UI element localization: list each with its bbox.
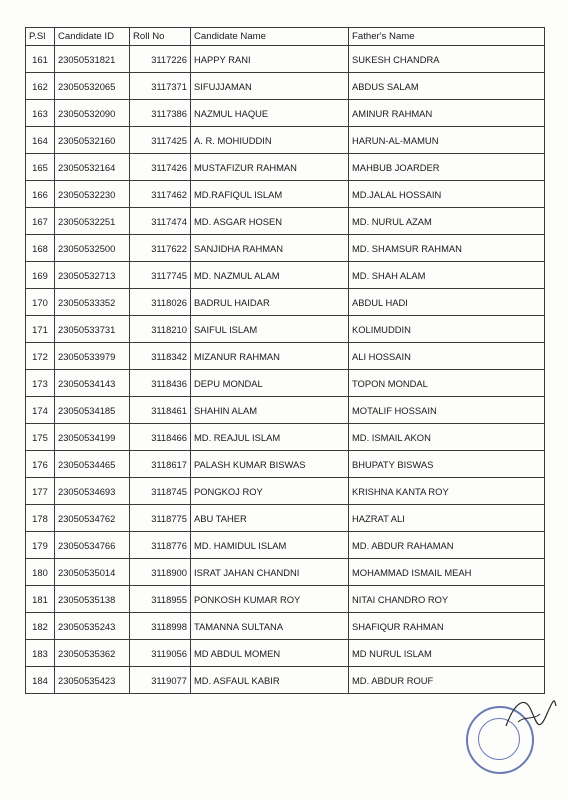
cell-psl: 164 — [26, 127, 55, 154]
cell-candidate-name: SAIFUL ISLAM — [191, 316, 349, 343]
cell-psl: 172 — [26, 343, 55, 370]
table-row — [26, 181, 545, 208]
cell-candidate-id: 23050532160 — [55, 127, 130, 154]
table-row — [26, 46, 545, 73]
cell-psl: 163 — [26, 100, 55, 127]
table-body — [26, 46, 545, 694]
cell-father-name: NITAI CHANDRO ROY — [349, 586, 545, 613]
table-row — [26, 289, 545, 316]
cell-candidate-name: PONKOSH KUMAR ROY — [191, 586, 349, 613]
cell-candidate-name: ISRAT JAHAN CHANDNI — [191, 559, 349, 586]
cell-father-name: MAHBUB JOARDER — [349, 154, 545, 181]
table-row — [26, 154, 545, 181]
cell-candidate-name: A. R. MOHIUDDIN — [191, 127, 349, 154]
cell-father-name: AMINUR RAHMAN — [349, 100, 545, 127]
cell-candidate-id: 23050532090 — [55, 100, 130, 127]
cell-psl: 170 — [26, 289, 55, 316]
table-row — [26, 208, 545, 235]
cell-father-name: ABDUS SALAM — [349, 73, 545, 100]
table-row — [26, 370, 545, 397]
cell-candidate-name: BADRUL HAIDAR — [191, 289, 349, 316]
cell-father-name: ABDUL HADI — [349, 289, 545, 316]
cell-father-name: MD. SHAH ALAM — [349, 262, 545, 289]
table-row — [26, 73, 545, 100]
cell-candidate-id: 23050532713 — [55, 262, 130, 289]
cell-psl: 183 — [26, 640, 55, 667]
cell-candidate-id: 23050532251 — [55, 208, 130, 235]
cell-roll-no: 3117622 — [130, 235, 191, 262]
cell-father-name: MD. ABDUR ROUF — [349, 667, 545, 694]
cell-candidate-id: 23050535138 — [55, 586, 130, 613]
header-candidate-name: Candidate Name — [191, 28, 349, 46]
cell-father-name: MD. SHAMSUR RAHMAN — [349, 235, 545, 262]
cell-candidate-id: 23050534766 — [55, 532, 130, 559]
cell-roll-no: 3117745 — [130, 262, 191, 289]
table-row — [26, 505, 545, 532]
cell-candidate-id: 23050531821 — [55, 46, 130, 73]
cell-roll-no: 3118998 — [130, 613, 191, 640]
cell-father-name: HAZRAT ALI — [349, 505, 545, 532]
cell-psl: 161 — [26, 46, 55, 73]
cell-psl: 177 — [26, 478, 55, 505]
table-row — [26, 451, 545, 478]
cell-roll-no: 3118342 — [130, 343, 191, 370]
cell-roll-no: 3118436 — [130, 370, 191, 397]
cell-candidate-name: MD. ASGAR HOSEN — [191, 208, 349, 235]
cell-candidate-id: 23050535362 — [55, 640, 130, 667]
cell-candidate-name: SHAHIN ALAM — [191, 397, 349, 424]
cell-roll-no: 3117226 — [130, 46, 191, 73]
table-row — [26, 316, 545, 343]
table-row — [26, 343, 545, 370]
cell-roll-no: 3118745 — [130, 478, 191, 505]
cell-father-name: SHAFIQUR RAHMAN — [349, 613, 545, 640]
cell-father-name: MD. NURUL AZAM — [349, 208, 545, 235]
cell-psl: 168 — [26, 235, 55, 262]
cell-psl: 171 — [26, 316, 55, 343]
cell-candidate-name: TAMANNA SULTANA — [191, 613, 349, 640]
cell-roll-no: 3118955 — [130, 586, 191, 613]
cell-candidate-name: MD. NAZMUL ALAM — [191, 262, 349, 289]
cell-psl: 167 — [26, 208, 55, 235]
cell-father-name: KOLIMUDDIN — [349, 316, 545, 343]
cell-roll-no: 3117425 — [130, 127, 191, 154]
cell-psl: 169 — [26, 262, 55, 289]
cell-psl: 174 — [26, 397, 55, 424]
cell-father-name: KRISHNA KANTA ROY — [349, 478, 545, 505]
cell-roll-no: 3117462 — [130, 181, 191, 208]
cell-candidate-id: 23050533979 — [55, 343, 130, 370]
cell-psl: 166 — [26, 181, 55, 208]
cell-father-name: SUKESH CHANDRA — [349, 46, 545, 73]
cell-father-name: MD. ABDUR RAHAMAN — [349, 532, 545, 559]
cell-candidate-name: MD. HAMIDUL ISLAM — [191, 532, 349, 559]
cell-candidate-name: MD. REAJUL ISLAM — [191, 424, 349, 451]
cell-roll-no: 3119077 — [130, 667, 191, 694]
table-row — [26, 397, 545, 424]
cell-candidate-id: 23050532065 — [55, 73, 130, 100]
cell-roll-no: 3118210 — [130, 316, 191, 343]
cell-candidate-id: 23050533731 — [55, 316, 130, 343]
cell-roll-no: 3118026 — [130, 289, 191, 316]
cell-candidate-name: ABU TAHER — [191, 505, 349, 532]
header-roll-no: Roll No — [130, 28, 191, 46]
cell-father-name: TOPON MONDAL — [349, 370, 545, 397]
cell-roll-no: 3119056 — [130, 640, 191, 667]
header-psl: P.Sl — [26, 28, 55, 46]
table-row — [26, 262, 545, 289]
cell-father-name: MD. ISMAIL AKON — [349, 424, 545, 451]
candidate-table — [25, 27, 545, 694]
cell-father-name: MD NURUL ISLAM — [349, 640, 545, 667]
table-row — [26, 586, 545, 613]
cell-father-name: BHUPATY BISWAS — [349, 451, 545, 478]
cell-psl: 175 — [26, 424, 55, 451]
header-candidate-id: Candidate ID — [55, 28, 130, 46]
cell-candidate-id: 23050535423 — [55, 667, 130, 694]
cell-candidate-id: 23050534762 — [55, 505, 130, 532]
cell-candidate-name: MD ABDUL MOMEN — [191, 640, 349, 667]
cell-psl: 182 — [26, 613, 55, 640]
cell-candidate-id: 23050535243 — [55, 613, 130, 640]
cell-candidate-name: MD.RAFIQUL ISLAM — [191, 181, 349, 208]
cell-candidate-name: DEPU MONDAL — [191, 370, 349, 397]
table-row — [26, 127, 545, 154]
table-row — [26, 100, 545, 127]
cell-psl: 178 — [26, 505, 55, 532]
table-header — [26, 28, 545, 46]
table-row — [26, 667, 545, 694]
cell-candidate-name: MUSTAFIZUR RAHMAN — [191, 154, 349, 181]
cell-father-name: MD.JALAL HOSSAIN — [349, 181, 545, 208]
cell-psl: 180 — [26, 559, 55, 586]
cell-roll-no: 3117474 — [130, 208, 191, 235]
cell-candidate-id: 23050533352 — [55, 289, 130, 316]
cell-roll-no: 3118466 — [130, 424, 191, 451]
cell-psl: 173 — [26, 370, 55, 397]
cell-psl: 162 — [26, 73, 55, 100]
cell-candidate-id: 23050535014 — [55, 559, 130, 586]
cell-roll-no: 3118461 — [130, 397, 191, 424]
cell-father-name: MOTALIF HOSSAIN — [349, 397, 545, 424]
table-row — [26, 613, 545, 640]
cell-candidate-id: 23050534693 — [55, 478, 130, 505]
signature-icon — [500, 686, 560, 746]
cell-candidate-id: 23050532230 — [55, 181, 130, 208]
cell-candidate-id: 23050534465 — [55, 451, 130, 478]
table-row — [26, 424, 545, 451]
table-row — [26, 640, 545, 667]
cell-psl: 181 — [26, 586, 55, 613]
table-row — [26, 235, 545, 262]
cell-candidate-name: NAZMUL HAQUE — [191, 100, 349, 127]
cell-psl: 165 — [26, 154, 55, 181]
cell-candidate-name: PONGKOJ ROY — [191, 478, 349, 505]
cell-psl: 184 — [26, 667, 55, 694]
table-row — [26, 559, 545, 586]
cell-father-name: HARUN-AL-MAMUN — [349, 127, 545, 154]
cell-candidate-id: 23050534185 — [55, 397, 130, 424]
cell-candidate-name: PALASH KUMAR BISWAS — [191, 451, 349, 478]
table-row — [26, 532, 545, 559]
cell-psl: 179 — [26, 532, 55, 559]
table-row — [26, 478, 545, 505]
cell-roll-no: 3118617 — [130, 451, 191, 478]
cell-roll-no: 3117371 — [130, 73, 191, 100]
cell-candidate-id: 23050532500 — [55, 235, 130, 262]
cell-candidate-name: MD. ASFAUL KABIR — [191, 667, 349, 694]
cell-roll-no: 3118775 — [130, 505, 191, 532]
cell-candidate-name: MIZANUR RAHMAN — [191, 343, 349, 370]
cell-candidate-name: HAPPY RANI — [191, 46, 349, 73]
cell-candidate-id: 23050534143 — [55, 370, 130, 397]
cell-candidate-id: 23050534199 — [55, 424, 130, 451]
cell-father-name: ALI HOSSAIN — [349, 343, 545, 370]
cell-candidate-id: 23050532164 — [55, 154, 130, 181]
cell-father-name: MOHAMMAD ISMAIL MEAH — [349, 559, 545, 586]
header-father-name: Father's Name — [349, 28, 545, 46]
cell-roll-no: 3118776 — [130, 532, 191, 559]
cell-candidate-name: SIFUJJAMAN — [191, 73, 349, 100]
header-row — [26, 28, 545, 46]
cell-psl: 176 — [26, 451, 55, 478]
cell-candidate-name: SANJIDHA RAHMAN — [191, 235, 349, 262]
cell-roll-no: 3117426 — [130, 154, 191, 181]
cell-roll-no: 3118900 — [130, 559, 191, 586]
cell-roll-no: 3117386 — [130, 100, 191, 127]
